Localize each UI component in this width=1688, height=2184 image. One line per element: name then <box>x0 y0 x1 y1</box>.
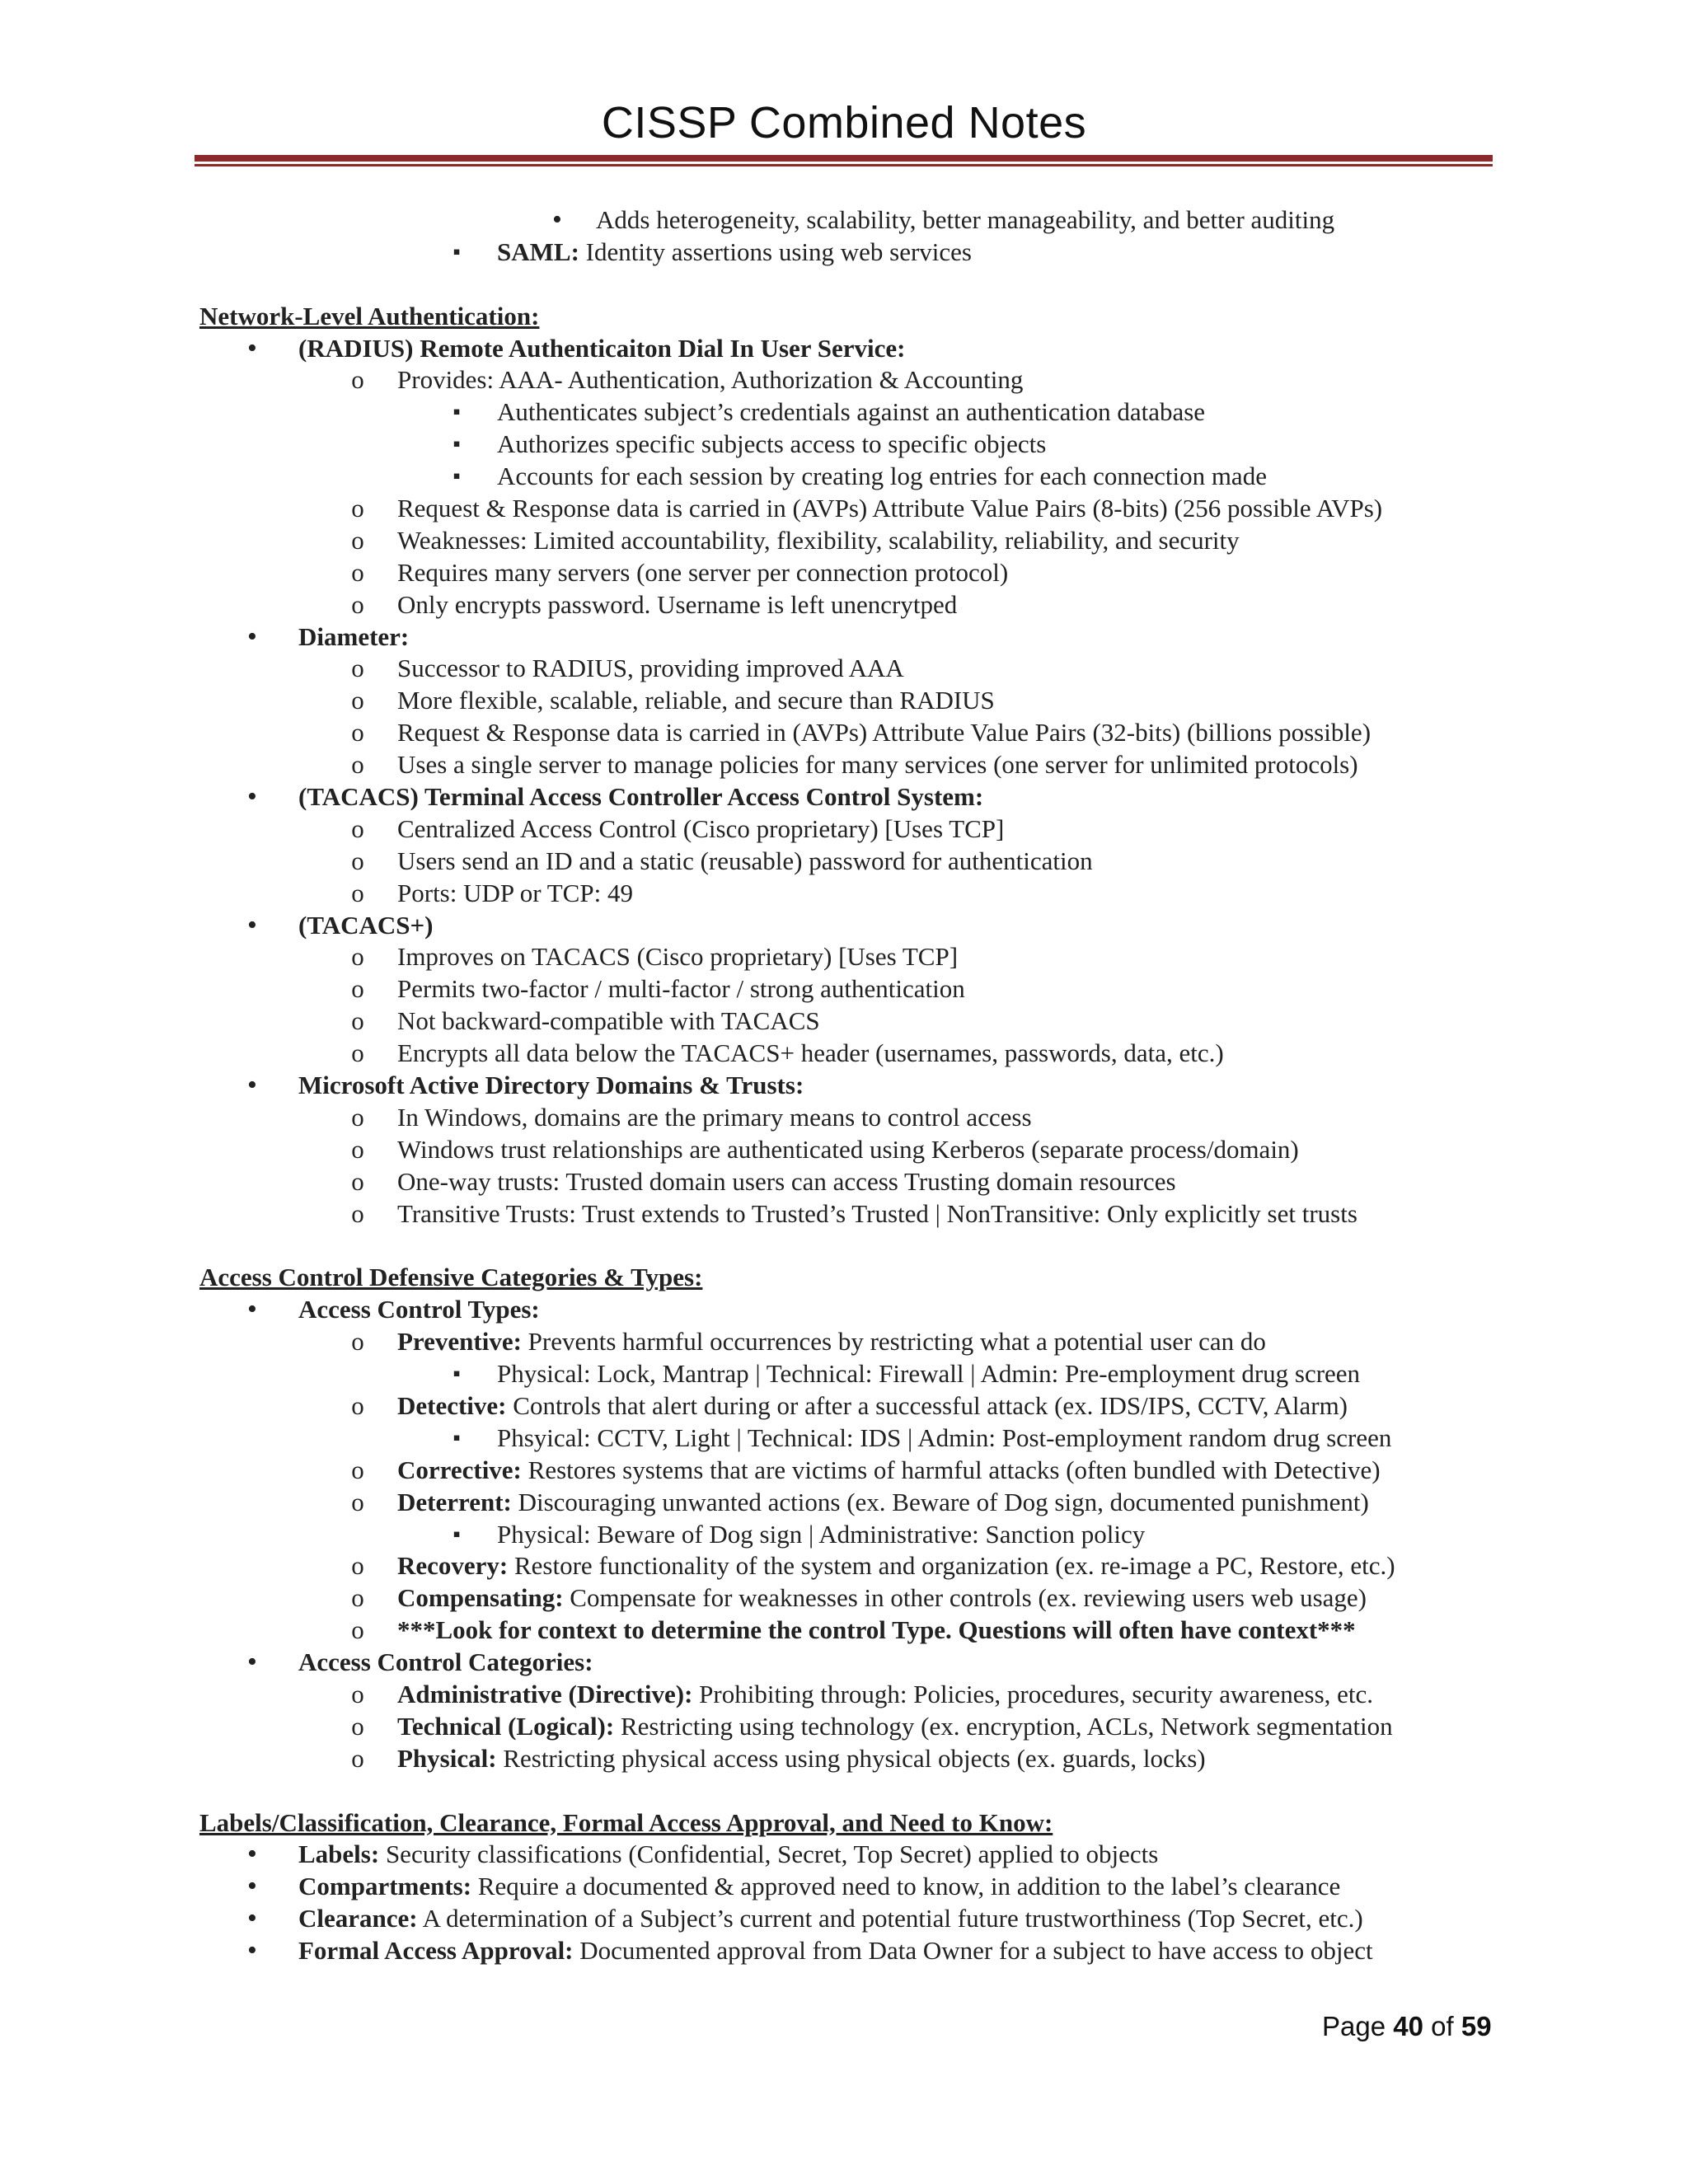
list-item-text <box>397 749 1358 781</box>
header-rule-thin <box>195 164 1493 166</box>
list-item <box>0 813 1688 846</box>
list-marker: o <box>351 750 364 780</box>
list-item-bold-label: Detective: <box>397 1390 507 1420</box>
list-item <box>0 1679 1688 1711</box>
list-item-text <box>298 621 409 654</box>
list-item-bold-label: (TACACS+) <box>298 910 434 940</box>
list-item-body: Request & Response data is carried in (AVPs) Attribute Value Pairs (32-bits) (billions possible) <box>397 718 1372 748</box>
list-item-body: In Windows, domains are the primary means to control access <box>397 1102 1032 1132</box>
list-item-body: Only encrypts password. Username is left unencrytped <box>397 589 958 619</box>
list-item <box>0 1871 1688 1903</box>
list-item-body: A determination of a Subject’s current and potential future trustworthiness (Top Secret, etc.) <box>422 1904 1363 1933</box>
list-item-body: Authorizes specific subjects access to specific objects <box>497 429 1047 459</box>
list-item-text <box>397 1487 1369 1519</box>
list-item <box>0 1102 1688 1134</box>
list-marker: o <box>351 1198 364 1228</box>
list-item <box>0 493 1688 525</box>
list-item-body: Requires many servers (one server per connection protocol) <box>397 557 1009 587</box>
list-item-body: Permits two-factor / multi-factor / strong authentication <box>397 974 965 1004</box>
list-item-text <box>397 364 1023 396</box>
list-marker: • <box>247 909 257 940</box>
list-item-text <box>397 493 1382 525</box>
list-item-text <box>497 1519 1145 1551</box>
list-item <box>0 1487 1688 1519</box>
list-marker: o <box>351 1455 364 1484</box>
list-marker: • <box>247 1935 257 1966</box>
list-marker: o <box>351 365 364 395</box>
list-item-text <box>397 653 904 685</box>
list-item <box>0 1070 1688 1102</box>
list-item-text <box>397 589 957 621</box>
list-marker: o <box>351 878 364 907</box>
blank-line <box>0 1775 1688 1807</box>
section-heading <box>0 1262 1688 1294</box>
list-marker: • <box>247 1839 257 1870</box>
list-item-text <box>397 1134 1299 1166</box>
list-item <box>0 1358 1688 1390</box>
list-item-bold-label: Formal Access Approval: <box>298 1936 574 1966</box>
list-item-bold-label: Deterrent: <box>397 1487 512 1516</box>
list-item-text <box>497 429 1046 461</box>
list-item-text <box>397 1711 1393 1743</box>
list-item-bold-label: ***Look for context to determine the control Type. Questions will often have context*** <box>397 1615 1356 1645</box>
list-item-body: Authenticates subject’s credentials against an authentication database <box>497 397 1206 427</box>
list-item-text <box>397 1615 1356 1647</box>
list-item <box>0 910 1688 942</box>
list-marker: o <box>351 686 364 715</box>
list-item <box>0 941 1688 973</box>
list-item-text <box>298 1294 540 1326</box>
list-marker: o <box>351 718 364 748</box>
list-item-body: Physical: Lock, Mantrap | Technical: Firewall | Admin: Pre-employment drug screen <box>497 1359 1361 1389</box>
list-item <box>0 1519 1688 1551</box>
header-rule-thick <box>195 155 1493 162</box>
list-item-bold-label: Access Control Categories: <box>298 1647 593 1677</box>
list-marker: ▪ <box>452 400 461 424</box>
page-label: Page <box>1322 2011 1386 2041</box>
page-of-label: of <box>1431 2011 1454 2041</box>
list-item-text <box>497 1422 1391 1455</box>
list-marker: o <box>351 525 364 555</box>
list-item-text <box>397 1455 1381 1487</box>
list-item-body: Transitive Trusts: Trust extends to Trusted’s Trusted | NonTransitive: Only explicitly set trusts <box>397 1198 1357 1228</box>
list-item <box>0 461 1688 493</box>
document-body <box>0 204 1688 1967</box>
list-item-body: Centralized Access Control (Cisco proprietary) [Uses TCP] <box>397 813 1005 843</box>
list-item <box>0 621 1688 654</box>
list-item-body: Provides: AAA- Authentication, Authorization & Accounting <box>397 365 1024 395</box>
list-item-body: Successor to RADIUS, providing improved AAA <box>397 654 904 683</box>
list-item-body: Security classifications (Confidential, Secret, Top Secret) applied to objects <box>385 1840 1159 1869</box>
list-item-text <box>497 237 972 269</box>
list-marker: o <box>351 1390 364 1420</box>
list-marker: o <box>351 1551 364 1581</box>
list-item-body: Request & Response data is carried in (AVPs) Attribute Value Pairs (8-bits) (256 possible AVPs) <box>397 494 1383 523</box>
list-item-bold-label: Clearance: <box>298 1904 418 1933</box>
list-item-text <box>397 557 1008 589</box>
list-item <box>0 525 1688 557</box>
list-item <box>0 1294 1688 1326</box>
list-marker: o <box>351 1166 364 1196</box>
list-item <box>0 1005 1688 1038</box>
list-item-body: Identity assertions using web services <box>585 237 972 266</box>
list-item <box>0 685 1688 717</box>
list-item-text <box>397 1038 1224 1070</box>
list-item-body: Accounts for each session by creating log entries for each connection made <box>497 462 1267 491</box>
list-item <box>0 396 1688 429</box>
list-item-bold-label: Diameter: <box>298 621 410 651</box>
list-marker: o <box>351 813 364 843</box>
section-heading-text: Network-Level Authentication: <box>199 301 540 330</box>
list-marker: • <box>247 1903 257 1934</box>
blank-line <box>0 269 1688 301</box>
list-item <box>0 1743 1688 1775</box>
list-marker: o <box>351 1487 364 1516</box>
list-marker: • <box>247 332 257 363</box>
list-item <box>0 1038 1688 1070</box>
section-heading-text: Access Control Defensive Categories & Types: <box>199 1263 703 1292</box>
list-item-text <box>397 1582 1367 1615</box>
list-item-bold-label: Preventive: <box>397 1327 522 1357</box>
list-marker: o <box>351 1102 364 1132</box>
list-item-body: Adds heterogeneity, scalability, better manageability, and better auditing <box>596 205 1335 234</box>
list-item <box>0 1711 1688 1743</box>
list-item-text <box>397 1102 1032 1134</box>
list-marker: ▪ <box>452 464 461 489</box>
list-marker: o <box>351 1711 364 1741</box>
page-current: 40 <box>1393 2011 1423 2041</box>
list-item <box>0 781 1688 813</box>
list-item-body: More flexible, scalable, reliable, and secure than RADIUS <box>397 686 995 715</box>
list-item-text <box>397 685 995 717</box>
page-total: 59 <box>1461 2011 1492 2041</box>
list-item <box>0 1455 1688 1487</box>
list-item-body: Weaknesses: Limited accountability, flexibility, scalability, reliability, and security <box>397 525 1240 555</box>
list-item <box>0 846 1688 878</box>
list-marker: • <box>247 621 257 652</box>
list-item <box>0 878 1688 910</box>
list-marker: o <box>351 1679 364 1708</box>
list-item <box>0 653 1688 685</box>
list-marker: ▪ <box>452 239 461 264</box>
list-marker: • <box>247 1294 257 1325</box>
list-item <box>0 973 1688 1005</box>
list-item <box>0 1134 1688 1166</box>
list-marker: ▪ <box>452 1425 461 1450</box>
page-header-title: CISSP Combined Notes <box>601 98 1087 148</box>
list-item <box>0 589 1688 621</box>
list-item-bold-label: Access Control Types: <box>298 1295 540 1324</box>
list-item-bold-label: Microsoft Active Directory Domains & Trusts: <box>298 1071 804 1100</box>
list-item-text <box>596 204 1334 237</box>
list-marker: o <box>351 1038 364 1068</box>
list-item-body: Encrypts all data below the TACACS+ header (usernames, passwords, data, etc.) <box>397 1038 1224 1068</box>
list-item <box>0 1647 1688 1679</box>
list-item <box>0 1326 1688 1358</box>
list-item-text <box>298 1935 1373 1967</box>
list-item <box>0 1839 1688 1871</box>
list-marker: • <box>552 204 562 235</box>
list-marker: o <box>351 654 364 683</box>
list-item-text <box>298 333 905 365</box>
list-item <box>0 1166 1688 1198</box>
list-item-body: Restricting physical access using physical objects (ex. guards, locks) <box>503 1743 1206 1773</box>
list-item-text <box>397 1550 1395 1582</box>
list-item-body: Improves on TACACS (Cisco proprietary) [Uses TCP] <box>397 942 959 972</box>
list-item-text <box>397 1743 1206 1775</box>
list-item <box>0 364 1688 396</box>
list-item-text <box>298 1871 1340 1903</box>
list-item-text <box>298 1839 1158 1871</box>
list-item <box>0 749 1688 781</box>
list-item-text <box>397 846 1093 878</box>
list-item-text <box>397 525 1240 557</box>
list-item-text <box>397 1390 1348 1422</box>
list-item-body: Physical: Beware of Dog sign | Administrative: Sanction policy <box>497 1519 1146 1549</box>
blank-line <box>0 1230 1688 1263</box>
list-item <box>0 1903 1688 1935</box>
list-marker: o <box>351 1006 364 1036</box>
list-item-body: Users send an ID and a static (reusable) password for authentication <box>397 846 1093 875</box>
list-item-text <box>397 973 965 1005</box>
list-item-bold-label: (TACACS) Terminal Access Controller Access Control System: <box>298 782 984 812</box>
list-marker: • <box>247 1647 257 1678</box>
list-item-text <box>397 1005 820 1038</box>
list-item-bold-label: Compensating: <box>397 1583 564 1613</box>
section-heading-text: Labels/Classification, Clearance, Formal Access Approval, and Need to Know: <box>199 1807 1053 1837</box>
list-marker: o <box>351 974 364 1004</box>
list-item-text <box>397 1326 1266 1358</box>
list-item-bold-label: Corrective: <box>397 1455 522 1484</box>
list-item-body: Prohibiting through: Policies, procedures, security awareness, etc. <box>699 1679 1374 1708</box>
list-marker: • <box>247 1070 257 1101</box>
list-item-text <box>397 813 1004 846</box>
list-item-bold-label: Recovery: <box>397 1551 509 1581</box>
list-marker: • <box>247 1871 257 1902</box>
list-marker: o <box>351 1743 364 1773</box>
list-item <box>0 1615 1688 1647</box>
list-marker: ▪ <box>452 1361 461 1386</box>
list-item <box>0 557 1688 589</box>
list-item-text <box>298 781 983 813</box>
list-item-text <box>397 941 958 973</box>
list-item <box>0 237 1688 269</box>
list-item <box>0 204 1688 237</box>
section-heading <box>0 301 1688 333</box>
list-item-text <box>397 1679 1373 1711</box>
list-item-text <box>298 1070 804 1102</box>
page-footer <box>1322 2011 1492 2042</box>
list-item-text <box>397 878 633 910</box>
list-item-body: Compensate for weaknesses in other controls (ex. reviewing users web usage) <box>570 1583 1367 1613</box>
list-item <box>0 1198 1688 1230</box>
list-marker: o <box>351 1134 364 1164</box>
list-item-text <box>298 1903 1363 1935</box>
list-item-text <box>497 396 1205 429</box>
list-item <box>0 333 1688 365</box>
list-marker: o <box>351 589 364 619</box>
list-item-body: Phsyical: CCTV, Light | Technical: IDS | Admin: Post-employment random drug screen <box>497 1422 1392 1452</box>
list-item-bold-label: Physical: <box>397 1743 497 1773</box>
list-item <box>0 1582 1688 1615</box>
list-item-text <box>397 1198 1357 1230</box>
list-item-body: Restores systems that are victims of harmful attacks (often bundled with Detective) <box>528 1455 1381 1484</box>
list-item-bold-label: (RADIUS) Remote Authenticaiton Dial In User Service: <box>298 333 906 363</box>
list-item-text <box>497 1358 1360 1390</box>
list-item-body: Controls that alert during or after a successful attack (ex. IDS/IPS, CCTV, Alarm) <box>513 1390 1348 1420</box>
list-item-bold-label: SAML: <box>497 237 579 266</box>
list-item-bold-label: Technical (Logical): <box>397 1711 615 1741</box>
list-item-body: Not backward-compatible with TACACS <box>397 1006 820 1036</box>
list-item-text <box>298 910 433 942</box>
list-marker: o <box>351 1327 364 1357</box>
list-item-body: Uses a single server to manage policies for many services (one server for unlimited protocols) <box>397 750 1358 780</box>
list-marker: o <box>351 557 364 587</box>
list-marker: o <box>351 942 364 972</box>
list-item-body: Require a documented & approved need to know, in addition to the label’s clearance <box>477 1872 1341 1901</box>
list-item-body: Documented approval from Data Owner for a subject to have access to object <box>579 1936 1373 1966</box>
list-marker: o <box>351 846 364 875</box>
list-item-body: Restore functionality of the system and organization (ex. re-image a PC, Restore, etc.) <box>514 1551 1395 1581</box>
section-heading <box>0 1807 1688 1840</box>
list-item-body: Prevents harmful occurrences by restricting what a potential user can do <box>528 1327 1266 1357</box>
list-item-body: Discouraging unwanted actions (ex. Beware of Dog sign, documented punishment) <box>518 1487 1369 1516</box>
list-item-bold-label: Labels: <box>298 1840 380 1869</box>
list-marker: o <box>351 1615 364 1645</box>
list-item-text <box>397 1166 1176 1198</box>
list-item-bold-label: Compartments: <box>298 1872 472 1901</box>
list-marker: o <box>351 1583 364 1613</box>
list-marker: • <box>247 781 257 813</box>
list-item <box>0 1390 1688 1422</box>
list-item-text <box>298 1647 593 1679</box>
list-item <box>0 429 1688 461</box>
list-item-text <box>397 717 1371 749</box>
list-item <box>0 1422 1688 1455</box>
list-item-body: Restricting using technology (ex. encryption, ACLs, Network segmentation <box>620 1711 1393 1741</box>
list-item-bold-label: Administrative (Directive): <box>397 1679 693 1708</box>
list-item-text <box>497 461 1267 493</box>
list-item <box>0 1550 1688 1582</box>
list-item-body: Windows trust relationships are authenticated using Kerberos (separate process/domain) <box>397 1134 1299 1164</box>
list-marker: ▪ <box>452 432 461 457</box>
list-item <box>0 717 1688 749</box>
list-item-body: Ports: UDP or TCP: 49 <box>397 878 633 907</box>
list-item <box>0 1935 1688 1967</box>
list-marker: ▪ <box>452 1521 461 1546</box>
list-item-body: One-way trusts: Trusted domain users can access Trusting domain resources <box>397 1166 1176 1196</box>
list-marker: o <box>351 494 364 523</box>
